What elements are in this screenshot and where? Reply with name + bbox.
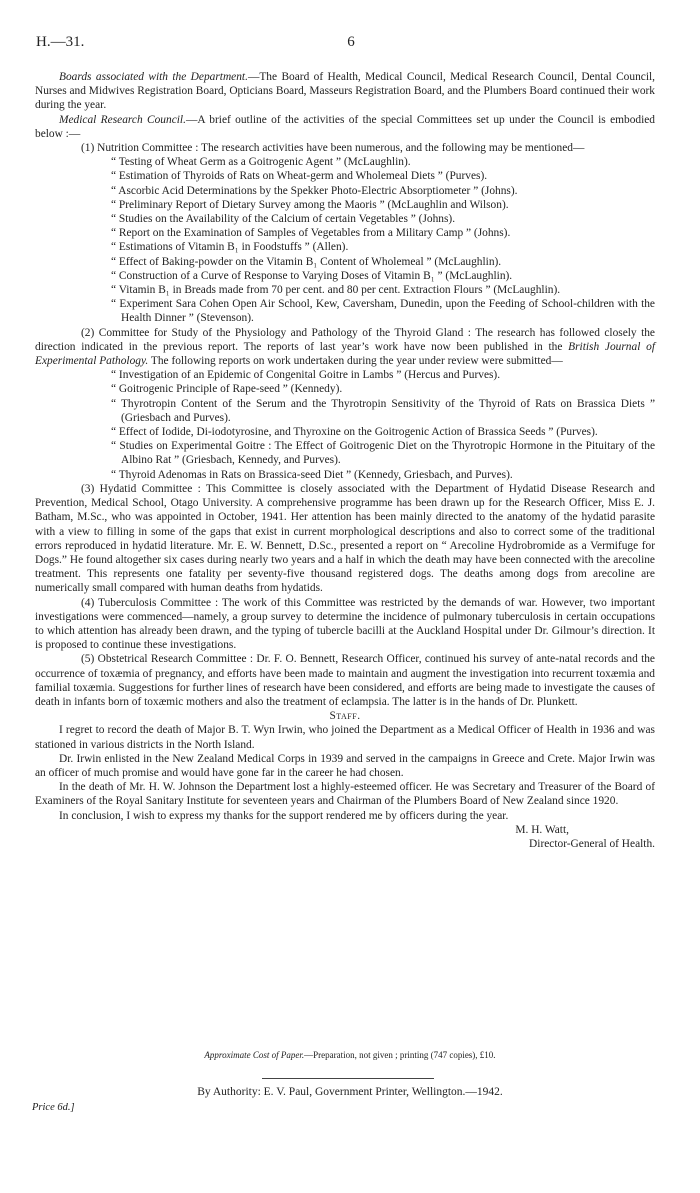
cost-text: —Preparation, not given ; printing (747 copies), £10. (304, 1050, 496, 1060)
list-item: “ Ascorbic Acid Determinations by the Spekker Photo-Electric Absorptiometer ” (Johns). (111, 184, 518, 197)
nutrition-reference-list (35, 155, 655, 325)
journal-title: British Journal of Experimental Pathology. (35, 340, 655, 368)
list-item: “ Studies on Experimental Goitre : The Effect of Goitrogenic Diet on the Thyrotropic Hormone in the Pituitary of the Albino Rat ” (Griesbach, Kennedy, and Purves). (111, 440, 655, 467)
list-item: “ Vitamin B₁ in Breads made from 70 per cent. and 80 per cent. Extraction Flours ” (McLaughlin). (111, 284, 561, 297)
list-item: “ Construction of a Curve of Response to Varying Doses of Vitamin B₁ ” (McLaughlin). (111, 269, 513, 282)
thyroid-paragraph (35, 326, 655, 369)
list-item: “ Investigation of an Epidemic of Congenital Goitre in Lambs ” (Hercus and Purves). (111, 369, 501, 382)
cost-label: Approximate Cost of Paper. (204, 1050, 305, 1060)
thyroid-text-b: The following reports on work undertaken during the year under review were submitted— (148, 355, 563, 368)
staff-paragraph: In the death of Mr. H. W. Johnson the Department lost a highly-esteemed officer. He was Secretary and Treasurer of the Board of Examiners of the Royal Sanitary Institute for seventeen years and Chairman of the Plumbers Board of New Zealand since 1920. (35, 781, 655, 808)
list-item: “ Estimations of Vitamin B₁ in Foodstuffs ” (Allen). (111, 241, 349, 254)
list-item: “ Preliminary Report of Dietary Survey among the Maoris ” (McLaughlin and Wilson). (111, 198, 509, 211)
thyroid-text-a: (2) Committee for Study of the Physiology and Pathology of the Thyroid Gland : The research has followed closely the direction indicated in the previous report. The reports of last year’s work have now been published in the (35, 326, 655, 353)
page-header (36, 34, 666, 54)
list-item: “ Studies on the Availability of the Calcium of certain Vegetables ” (Johns). (111, 213, 456, 226)
hydatid-paragraph: (3) Hydatid Committee : This Committee is closely associated with the Department of Hydatid Disease Research and Prevention, Medical School, Otago University. A comprehensive programme has been drawn up for the Research Officer, Miss E. J. Batham, M.Sc., who was appointed in October, 1941. Her attention has been mainly directed to the anatomy of the hydatid parasite with a view to filling in some of the gaps that exist in current morphological descriptions and also to correct some of the traditional errors reproduced in hydatid literature. Mr. E. W. Bennett, D.Sc., presented a report on “ Arecoline Hydrobromide as a Vermifuge for Dogs.” He found altogether six cases during nearly two years and a half in which the death may have been connected with the arecoline treatment. This represents one fatality per seventy-five thousand registered dogs. The deaths among dogs from arecoline are numerically small compared with human deaths from hydatids. (35, 482, 655, 595)
page-number: 6 (347, 34, 355, 50)
list-item: “ Testing of Wheat Germ as a Goitrogenic Agent ” (McLaughlin). (111, 156, 411, 169)
signatory-name: M. H. Watt, (515, 823, 569, 836)
mrc-text: —A brief outline of the activities of the special Committees set up under the Council is embodied below :— (35, 113, 655, 140)
staff-paragraph: In conclusion, I wish to express my thanks for the support rendered me by officers during the year. (59, 809, 509, 822)
footer-divider (262, 1078, 434, 1079)
boards-paragraph (35, 70, 655, 113)
tuberculosis-paragraph: (4) Tuberculosis Committee : The work of this Committee was restricted by the demands of war. However, two important investigations were commenced—namely, a group survey to determine the incidence of pulmonary tuberculosis in certain occupations to which attention has already been drawn, and the typing of tubercle bacilli at the Auckland Hospital under Dr. Gilmour’s direction. It is proposed to continue these investigations. (35, 596, 655, 652)
printer-authority: By Authority: E. V. Paul, Government Printer, Wellington.—1942. (197, 1086, 503, 1098)
price-note: Price 6d.] (32, 1102, 75, 1113)
obstetrical-paragraph: (5) Obstetrical Research Committee : Dr. F. O. Bennett, Research Officer, continued his survey of ante-natal records and the occurrence of toxæmia of pregnancy, and efforts have been made to maintain and augment the investigation into recurrent toxæmia and familial toxæmia. Suggestions for further lines of research have been considered, and efforts are being made to investigate the causes of death in infants born of toxæmic mothers and also the treatment of eclampsia. The latter is in the hands of Dr. Plunkett. (35, 653, 655, 708)
list-item: “ Experiment Sara Cohen Open Air School, Kew, Caversham, Dunedin, upon the Feeding of School-children with the Health Dinner ” (Stevenson). (111, 298, 655, 325)
list-item: “ Thyroid Adenomas in Rats on Brassica-seed Diet ” (Kennedy, Griesbach, and Purves). (111, 468, 513, 481)
staff-heading: Staff. (329, 710, 361, 723)
signatory-title: Director-General of Health. (529, 837, 655, 850)
list-item: “ Estimation of Thyroids of Rats on Wheat-germ and Wholemeal Diets ” (Purves). (111, 170, 488, 183)
boards-text: —The Board of Health, Medical Council, Medical Research Council, Dental Council, Nurses and Midwives Registration Board, Opticians Board, Masseurs Registration Board, and the Plumbers Board continued their work during the year. (35, 71, 656, 112)
boards-heading: Boards associated with the Department. (59, 71, 248, 83)
list-item: “ Effect of Baking-powder on the Vitamin B₁ Content of Wholemeal ” (McLaughlin). (111, 255, 502, 268)
mrc-paragraph (35, 113, 655, 141)
signature-block (35, 823, 655, 851)
mrc-heading: Medical Research Council. (59, 113, 186, 126)
list-item: “ Goitrogenic Principle of Rape-seed ” (Kennedy). (111, 383, 343, 396)
staff-paragraph: I regret to record the death of Major B. T. Wyn Irwin, who joined the Department as a Medical Officer of Health in 1936 and was stationed in various districts in the North Island. (35, 724, 655, 751)
document-reference: H.—31. (36, 34, 85, 50)
thyroid-reference-list (35, 368, 655, 482)
nutrition-paragraph: (1) Nutrition Committee : The research activities have been numerous, and the following may be mentioned— (81, 142, 585, 155)
cost-note (0, 1050, 700, 1060)
list-item: “ Thyrotropin Content of the Serum and the Thyrotropin Sensitivity of the Thyroid of Rats on Brassica Diets ” (Griesbach and Purves). (111, 397, 655, 424)
document-body (35, 70, 655, 851)
list-item: “ Effect of Iodide, Di-iodotyrosine, and Thyroxine on the Goitrogenic Action of Brassica Seeds ” (Purves). (111, 426, 598, 439)
list-item: “ Report on the Examination of Samples of Vegetables from a Military Camp ” (Johns). (111, 227, 511, 240)
staff-paragraph: Dr. Irwin enlisted in the New Zealand Medical Corps in 1939 and served in the campaigns in Greece and Crete. Major Irwin was an officer of much promise and would have gone far in the career he had chosen. (35, 752, 655, 779)
